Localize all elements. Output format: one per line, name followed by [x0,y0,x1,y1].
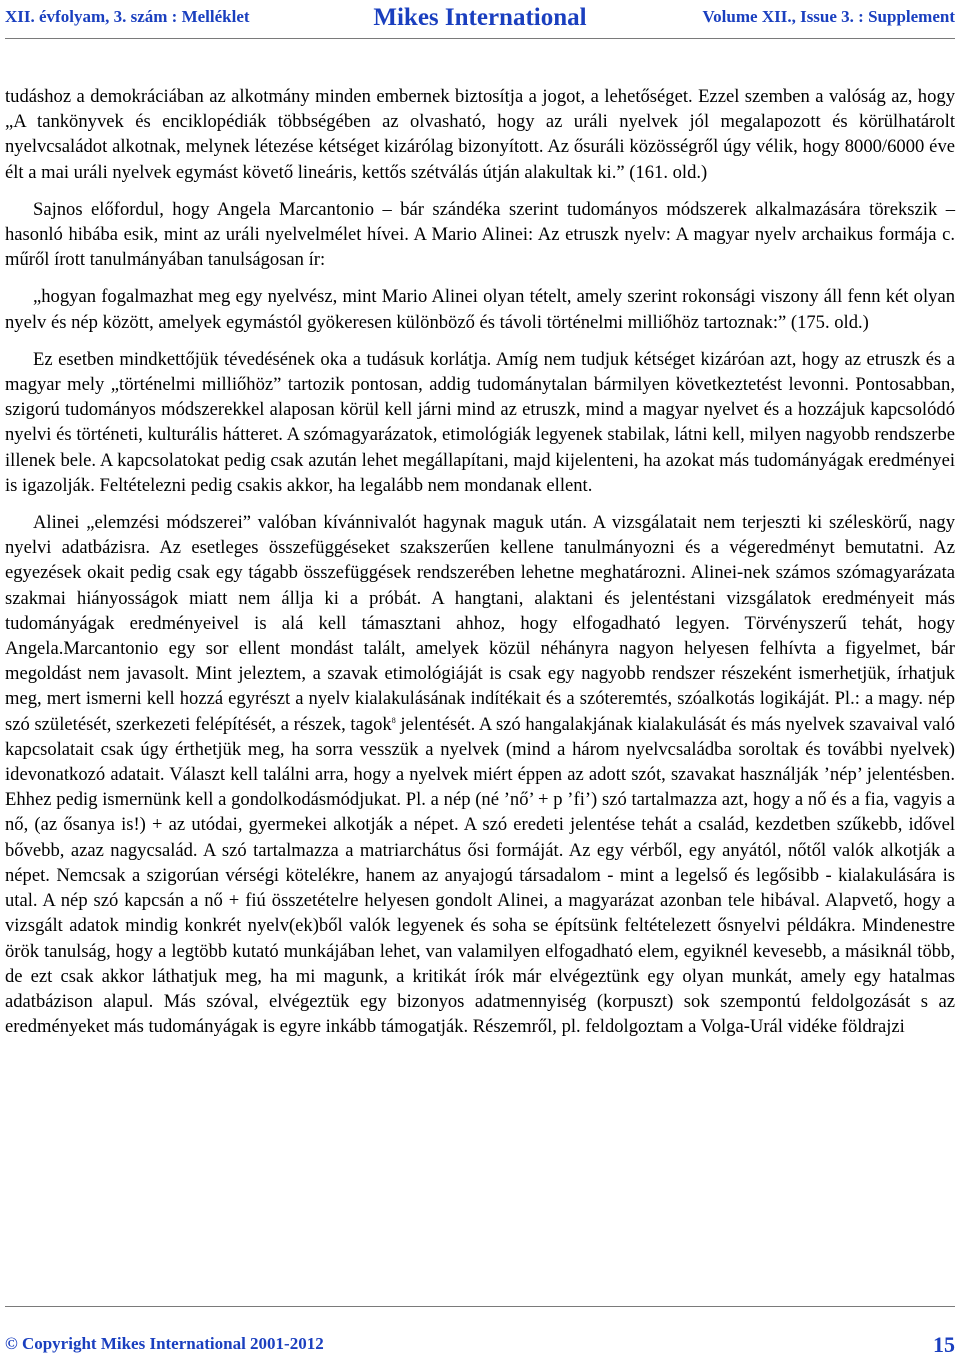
page-number: 15 [933,1332,955,1357]
paragraph-1: tudáshoz a demokráciában az alkotmány minden embernek biztosítja a jogot, a lehetőséget. Ezzel szemben a valóság az, hogy „A tankönyvek és enciklopédiák többségében az olvasható, hogy az uráli nyelvek jól megalapozott és körülhatárolt nyelvcsaládot alkotnak, melynek létezése kétséget kizárólag bizonyított. Az ősuráli közösségről úgy vélik, hogy 8000/6000 éve élt a mai uráli nyelvek egymást követő lineáris, kettős szétválás útján alakultak ki.” (161. old.) [5,86,955,183]
footnote-marker[interactable]: 8 [391,715,396,725]
paragraph-3: Ez esetben mindkettőjük tévedésének oka a tudásuk korlátja. Amíg nem tudjuk kétséget kizáróan azt, hogy az etruszk és a magyar mely „történelmi milliőhöz” tartozik pontosan, addig tudománytalan bármilyen következtetést levonni. Pontosabban, szigorú tudományos módszerekkel alaposan körül kell járni mind az etruszk, mind a magyar nyelvet és a hozzájuk kapcsolódó nyelvi és történeti, kulturális hátteret. A szómagyarázatok, etimológiák legyenek stabilak, látni kell, milyen nagyobb rendszerbe illenek bele. A kapcsolatokat pedig csak azután lehet megállapítani, majd kijelenteni, ha azokat más tudományágak eredményei is igazolják. Feltételezni pedig csakis akkor, ha legalább nem mondanak ellent. [5,348,955,496]
header-publication-title: Mikes International [373,4,587,31]
page-footer [5,1330,955,1356]
paragraph-4-part-2: jelentését. A szó hangalakjának kialakulását és más nyelvek szavaival való kapcsolatait csak úgy érthetjük meg, ha sorra vesszük a nyelvek (mind a három nyelvcsaládba soroltak és további nyelvek) idevonatkozó adatait. Választ kell találni arra, hogy a nyelvek miért éppen az adott szót, szavakat használják ’nép’ jelentésben. Ehhez pedig ismernünk kell a gondolkodásmódjukat. Pl. a nép (né ’nő’ + p ’fi’) szó tartalmazza azt, hogy a nő és a fia, vagyis a nő, (az ősanya is!) + az utódai, gyermekei alkotják a népet. A szó eredeti jelentése tehát a család, kezdetben szűkebb, idővel bővebb, azaz nagycsalád. A szó tartalmazza a matriarchátus ősi formáját. Az egy vérből, egy anyától, nőtől valók alkotják a népet. Nemcsak a szigorúan vérségi kötelékre, hanem az anyajogú társadalom - mint a legelső és legősibb - kialakulására is utal. A nép szó kapcsán a nő + fiú összetételre helyesen gondolt Alinei, a magyarázat azonban tele hibával. Alapvető, hogy a vizsgált adatok mindig konkrét nyelv(ek)ből valók legyenek és soha se építsünk feltételezett ősnyelvi példákra. Mindenestre örök tanulság, hogy a legtöbb kutató munkájában lehet, van valamilyen elfogadható elem, egyiknél kevesebb, a másiknál több, de ezt csak akkor láthatjuk meg, ha mi magunk, a kritikát írók már elvégeztünk egy olyan munkát, amely egy hatalmas adatbázison alapul. Más szóval, elvégeztük egy bizonyos adatmennyiség (korpuszt) sok szempontú feldolgozását s az eredményeket más tudományágak is egyre inkább támogatják. Részemről, pl. feldolgoztam a Volga-Urál vidéke földrajzi [5,713,955,1038]
header-volume-hu: XII. évfolyam, 3. szám : Melléklet [5,7,250,26]
header-volume-en: Volume XII., Issue 3. : Supplement [702,7,955,26]
block-quote: „hogyan fogalmazhat meg egy nyelvész, mint Mario Alinei olyan tételt, amely szerint rokonsági viszony áll fenn két olyan nyelv és nép között, amelyek egymástól gyökeresen különböző és távoli történelmi milliőhöz tartoznak:” (175. old.) [5,286,955,333]
paragraph-2: Sajnos előfordul, hogy Angela Marcantonio – bár szándéka szerint tudományos módszerek alkalmazására törekszik – hasonló hibába esik, mint az uráli nyelvelmélet hívei. A Mario Alinei: Az etruszk nyelv: A magyar nyelv archaikus formája c. műről írott tanulmányában tanulságosan ír: [5,198,955,271]
header-divider [5,38,955,39]
page-header [5,4,955,32]
paragraph-4 [5,510,955,1039]
article-body [5,84,955,1039]
footer-divider [5,1306,955,1307]
copyright-notice: © Copyright Mikes International 2001-2012 [5,1334,324,1353]
paragraph-4-part-1: Alinei „elemzési módszerei” valóban kívánnivalót hagynak maguk után. A vizsgálatait nem terjeszti ki széleskörű, nagy nyelvi adatbázisra. Az esetleges összefüggéseket szakszerűen kellene tanulmányozni és a végeredményt bemutatni. Az egyezések okait pedig csak egy tágabb összefüggések rendszerében lehetne meghatározni. Alinei-nek számos szómagyarázata szakmai hiányosságok miatt nem állja ki a próbát. A hangtani, alaktani és jelentéstani vizsgálatok eredményeit más tudományágak eredményeivel is alá kell támasztani ahhoz, hogy elfogadható legyen. Törvényszerű tehát, hogy Angela.Marcantonio egy sor ellent mondást talált, amelyek közül néhányra nagyon helyesen felhívta a figyelmet, bár megoldást nem javasolt. Mint jeleztem, a szavak etimológiáját is csak egy nagyobb rendszer részeként ismerhetjük, írhatjuk meg, mert ismerni kell hozzá egyrészt a nyelv kialakulásának indítékait és a szóteremtés, szóalkotás logikáját. Pl.: a magy. nép szó születését, szerkezeti felépítését, a részek, tagok [5,512,955,735]
